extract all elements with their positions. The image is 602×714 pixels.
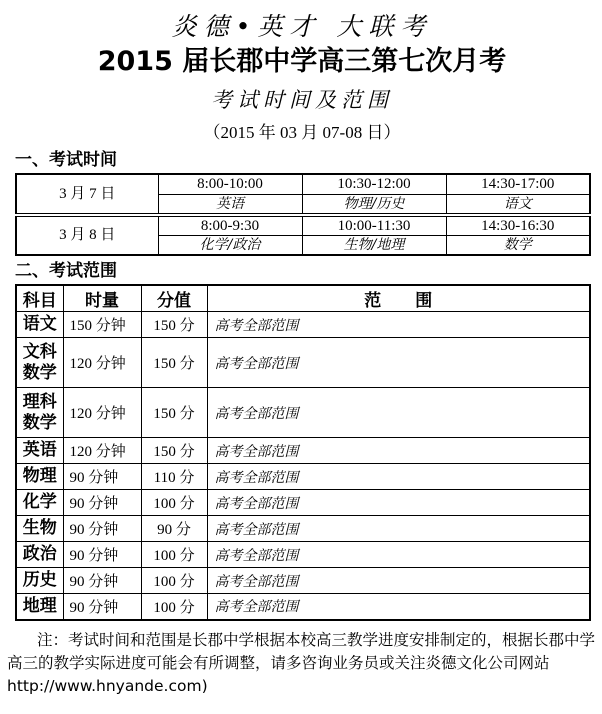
scope-range-cell: 高考全部范围 (207, 516, 590, 542)
schedule-time-cell: 14:30-16:30 (446, 215, 590, 236)
scope-score-cell: 100 分 (141, 490, 207, 516)
scope-duration-cell: 90 分钟 (63, 464, 141, 490)
document-subtitle: 考试时间及范围 (211, 88, 393, 112)
table-row (16, 215, 590, 236)
table-row (16, 338, 590, 388)
scope-score-cell: 150 分 (141, 338, 207, 388)
scope-duration-cell: 90 分钟 (63, 490, 141, 516)
scope-range-cell: 高考全部范围 (207, 388, 590, 438)
schedule-time-cell: 10:30-12:00 (302, 174, 446, 194)
scope-header-subject: 科目 (16, 285, 63, 312)
scope-range-cell: 高考全部范围 (207, 542, 590, 568)
scope-duration-cell: 90 分钟 (63, 516, 141, 542)
scope-subject-cell: 文科数学 (16, 338, 63, 388)
scope-duration-cell: 120 分钟 (63, 438, 141, 464)
scope-range-cell: 高考全部范围 (207, 568, 590, 594)
scope-score-cell: 150 分 (141, 438, 207, 464)
exam-title: 2015 届长郡中学高三第七次月考 (97, 46, 507, 77)
table-row (16, 312, 590, 338)
scope-score-cell: 150 分 (141, 388, 207, 438)
schedule-date-cell: 3 月 7 日 (16, 174, 158, 215)
schedule-subject-cell: 化学/政治 (158, 235, 302, 255)
exam-scope-table (15, 284, 591, 621)
table-row (16, 438, 590, 464)
scope-duration-cell: 150 分钟 (63, 312, 141, 338)
scope-subject-cell: 英语 (16, 438, 63, 464)
exam-schedule-table (15, 173, 591, 256)
schedule-subject-cell: 生物/地理 (302, 235, 446, 255)
table-row (16, 516, 590, 542)
schedule-subject-cell: 语文 (446, 194, 590, 215)
scope-subject-cell: 历史 (16, 568, 63, 594)
table-row (16, 594, 590, 620)
scope-score-cell: 100 分 (141, 542, 207, 568)
scope-subject-cell: 化学 (16, 490, 63, 516)
schedule-subject-cell: 数学 (446, 235, 590, 255)
table-row (16, 542, 590, 568)
scope-duration-cell: 90 分钟 (63, 542, 141, 568)
scope-range-cell: 高考全部范围 (207, 438, 590, 464)
table-row (16, 568, 590, 594)
table-row (16, 388, 590, 438)
section-heading-exam-time: 一、考试时间 (15, 150, 117, 170)
brand-title: 炎德•英才 大联考 (171, 12, 433, 41)
scope-range-cell: 高考全部范围 (207, 312, 590, 338)
scope-header-range: 范 围 (207, 285, 590, 312)
schedule-time-cell: 8:00-9:30 (158, 215, 302, 236)
scope-subject-cell: 语文 (16, 312, 63, 338)
scope-subject-cell: 理科数学 (16, 388, 63, 438)
scope-subject-cell: 政治 (16, 542, 63, 568)
scope-score-cell: 150 分 (141, 312, 207, 338)
scope-range-cell: 高考全部范围 (207, 490, 590, 516)
section-heading-exam-scope: 二、考试范围 (15, 261, 117, 281)
schedule-time-cell: 10:00-11:30 (302, 215, 446, 236)
table-row (16, 490, 590, 516)
scope-subject-cell: 物理 (16, 464, 63, 490)
scope-duration-cell: 120 分钟 (63, 338, 141, 388)
table-row (16, 174, 590, 194)
scope-score-cell: 110 分 (141, 464, 207, 490)
scope-duration-cell: 90 分钟 (63, 594, 141, 620)
scope-duration-cell: 90 分钟 (63, 568, 141, 594)
schedule-subject-cell: 物理/历史 (302, 194, 446, 215)
scope-score-cell: 90 分 (141, 516, 207, 542)
schedule-subject-cell: 英语 (158, 194, 302, 215)
scope-range-cell: 高考全部范围 (207, 594, 590, 620)
table-header-row (16, 285, 590, 312)
scope-header-score: 分值 (141, 285, 207, 312)
scope-score-cell: 100 分 (141, 594, 207, 620)
table-row (16, 464, 590, 490)
schedule-time-cell: 14:30-17:00 (446, 174, 590, 194)
schedule-time-cell: 8:00-10:00 (158, 174, 302, 194)
scope-subject-cell: 地理 (16, 594, 63, 620)
scope-range-cell: 高考全部范围 (207, 338, 590, 388)
schedule-date-cell: 3 月 8 日 (16, 215, 158, 256)
scope-header-duration: 时量 (63, 285, 141, 312)
scope-subject-cell: 生物 (16, 516, 63, 542)
exam-date-range: （2015 年 03 月 07-08 日） (203, 123, 401, 142)
scope-score-cell: 100 分 (141, 568, 207, 594)
footer-note: 注：考试时间和范围是长郡中学根据本校高三教学进度安排制定的，根据长郡中学高三的教学实际进度可能会有所调整，请多咨询业务员或关注炎德文化公司网站 http://www.hnyande.com) (7, 630, 596, 695)
scope-duration-cell: 120 分钟 (63, 388, 141, 438)
scope-range-cell: 高考全部范围 (207, 464, 590, 490)
